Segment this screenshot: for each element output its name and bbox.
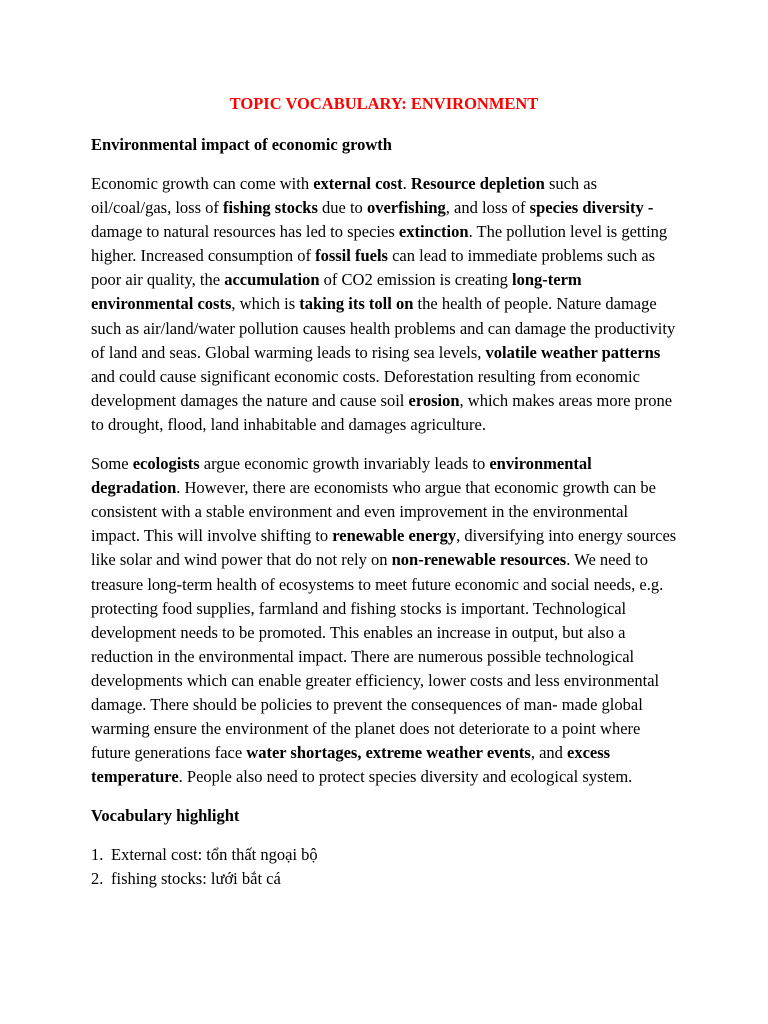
text-run: the health of people. Nature damage such as air/land/water pollution causes health problems and can damage the productivity of land and seas. Global warming leads to rising sea levels,: [91, 294, 676, 362]
text-run: damage to natural resources has led to species: [91, 222, 399, 242]
bold-term: volatile weather patterns: [485, 342, 661, 362]
text-run: Some: [91, 454, 133, 474]
paragraph-1: [91, 172, 681, 437]
bold-term: non-renewable resources: [391, 550, 567, 570]
bold-term: taking its toll on: [299, 294, 414, 314]
list-item-number: 1.: [91, 845, 104, 865]
text-run: , and loss of: [445, 198, 530, 218]
text-run: of CO2 emission is creating: [319, 270, 513, 290]
bold-term: overfishing: [366, 198, 446, 218]
text-run: due to: [317, 198, 367, 218]
section-heading: Environmental impact of economic growth: [91, 135, 392, 154]
text-run: Economic growth can come with: [91, 174, 314, 193]
text-run: . However, there are economists who argue that economic growth can be consistent with a stable environment and even improvement in the environmental impact. This will involve shifting to: [91, 478, 656, 546]
bold-term: excess temperature: [91, 743, 611, 787]
list-item-text: External cost: tổn thất ngoại bộ: [111, 845, 318, 865]
text-run: , diversifying into energy sources like solar and wind power that do not rely on: [91, 526, 677, 570]
list-item-text: fishing stocks: lưới bắt cá: [111, 869, 281, 889]
vocabulary-heading: Vocabulary highlight: [91, 806, 240, 826]
bold-term: fossil fuels: [315, 246, 388, 266]
bold-term: external cost: [313, 174, 403, 193]
bold-term: erosion: [408, 390, 460, 410]
text-run: argue economic growth invariably leads to: [199, 454, 490, 474]
text-run: . The pollution level is getting higher. Increased consumption of: [91, 222, 668, 266]
vocabulary-list: [91, 843, 768, 891]
text-run: and could cause significant economic costs. Deforestation resulting from economic development damages the nature and cause soil: [91, 366, 640, 410]
page-title: TOPIC VOCABULARY: ENVIRONMENT: [229, 94, 539, 113]
list-item: [91, 867, 768, 891]
list-item: [91, 843, 768, 867]
text-run: such as oil/coal/gas, loss of: [91, 174, 598, 218]
bold-term: extinction: [398, 222, 469, 242]
paragraph-2: [91, 452, 681, 789]
bold-term: renewable energy: [332, 526, 457, 546]
bold-term: species diversity -: [529, 198, 654, 218]
text-run: .: [402, 174, 411, 193]
text-run: . We need to treasure long-term health of ecosystems to meet future economic and social needs, e.g. protecting food supplies, farmland and fishing stocks is important. Technological development needs to be promoted. This enables an increase in output, but also a reduction in the environmental impact. There are numerous possible technological developments which can enable greater efficiency, lower costs and less environmental damage. There should be policies to prevent the consequences of man- made global warming ensure the environment of the planet does not deteriorate to a point where future generations face: [91, 550, 664, 763]
text-run: , and: [530, 743, 568, 763]
bold-term: environmental degradation: [91, 454, 592, 498]
list-item-number: 2.: [91, 869, 104, 889]
bold-term: ecologists: [132, 454, 200, 474]
text-run: . People also need to protect species diversity and ecological system.: [178, 767, 633, 787]
bold-term: water shortages, extreme weather events: [246, 743, 531, 763]
text-run: , which is: [231, 294, 300, 314]
bold-term: accumulation: [224, 270, 320, 290]
bold-term: long-term environmental costs: [91, 270, 582, 314]
bold-term: Resource depletion: [410, 174, 545, 193]
text-run: can lead to immediate problems such as poor air quality, the: [91, 246, 656, 290]
bold-term: fishing stocks: [222, 198, 318, 218]
text-run: , which makes areas more prone to drought, flood, land inhabitable and damages agriculture.: [91, 390, 673, 434]
